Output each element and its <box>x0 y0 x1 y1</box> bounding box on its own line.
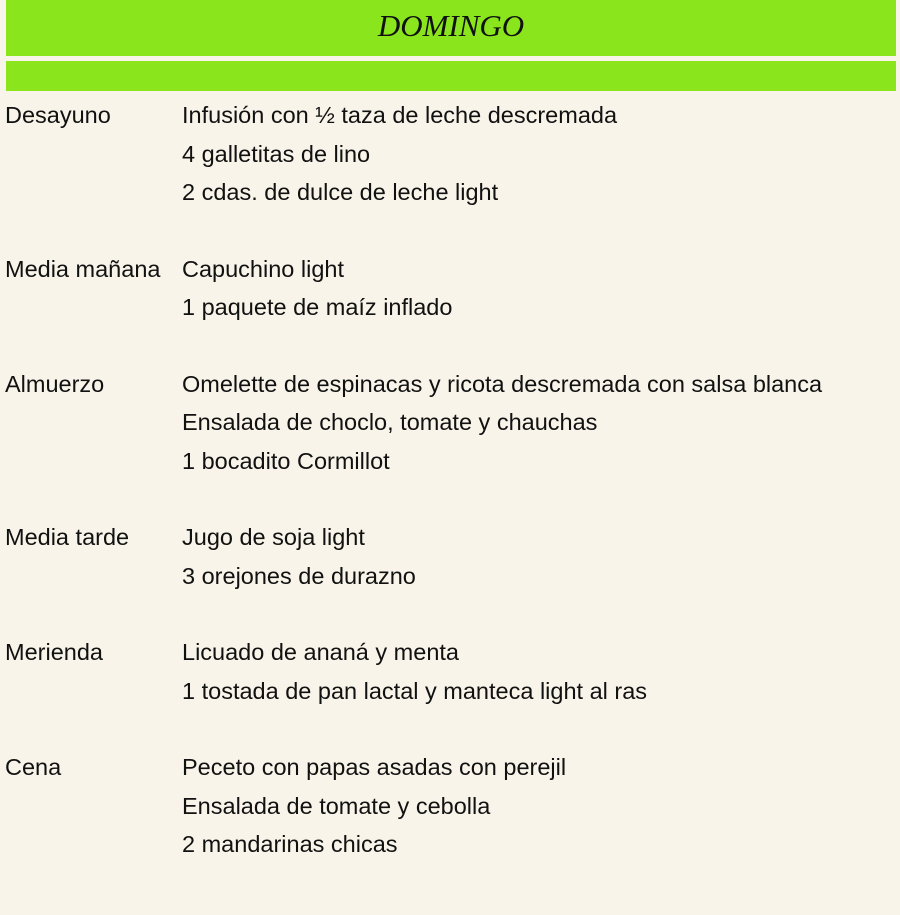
meal-item: Omelette de espinacas y ricota descremada con salsa blanca <box>182 370 823 397</box>
meal-item: Jugo de soja light <box>182 524 365 550</box>
meal-row-media-manana <box>0 250 900 327</box>
meal-row-media-tarde <box>0 518 900 595</box>
meal-row-cena <box>0 748 900 864</box>
meal-label: Desayuno <box>5 102 111 128</box>
meal-plan <box>0 96 900 902</box>
meal-item: 1 tostada de pan lactal y manteca light al ras <box>182 677 648 704</box>
meal-item: Ensalada de tomate y cebolla <box>182 792 491 819</box>
meal-items <box>182 365 900 481</box>
meal-label: Almuerzo <box>5 370 105 397</box>
meal-item: 2 mandarinas chicas <box>182 831 398 857</box>
meal-items <box>182 633 900 710</box>
meal-item: 4 galletitas de lino <box>182 140 371 167</box>
header-sub-band <box>6 61 896 91</box>
meal-items <box>182 250 900 327</box>
meal-item: Ensalada de choclo, tomate y chauchas <box>182 409 598 435</box>
meal-row-desayuno <box>0 96 900 212</box>
meal-label: Merienda <box>5 639 103 665</box>
meal-label: Media tarde <box>5 524 130 550</box>
meal-label: Media mañana <box>5 255 161 282</box>
meal-items <box>182 748 900 864</box>
meal-item: Capuchino light <box>182 255 344 282</box>
meal-label: Cena <box>5 754 62 780</box>
meal-row-almuerzo <box>0 365 900 481</box>
day-title: DOMINGO <box>377 8 525 43</box>
day-header <box>6 0 896 91</box>
meal-item: Infusión con ½ taza de leche descremada <box>182 102 618 128</box>
meal-items <box>182 96 900 212</box>
meal-item: 1 bocadito Cormillot <box>182 447 390 474</box>
meal-item: 2 cdas. de dulce de leche light <box>182 179 499 205</box>
meal-row-merienda <box>0 633 900 710</box>
meal-item: Peceto con papas asadas con perejil <box>182 754 567 780</box>
meal-item: 3 orejones de durazno <box>182 562 416 589</box>
meal-item: Licuado de ananá y menta <box>182 639 459 665</box>
meal-item: 1 paquete de maíz inflado <box>182 294 453 320</box>
meal-items <box>182 518 900 595</box>
